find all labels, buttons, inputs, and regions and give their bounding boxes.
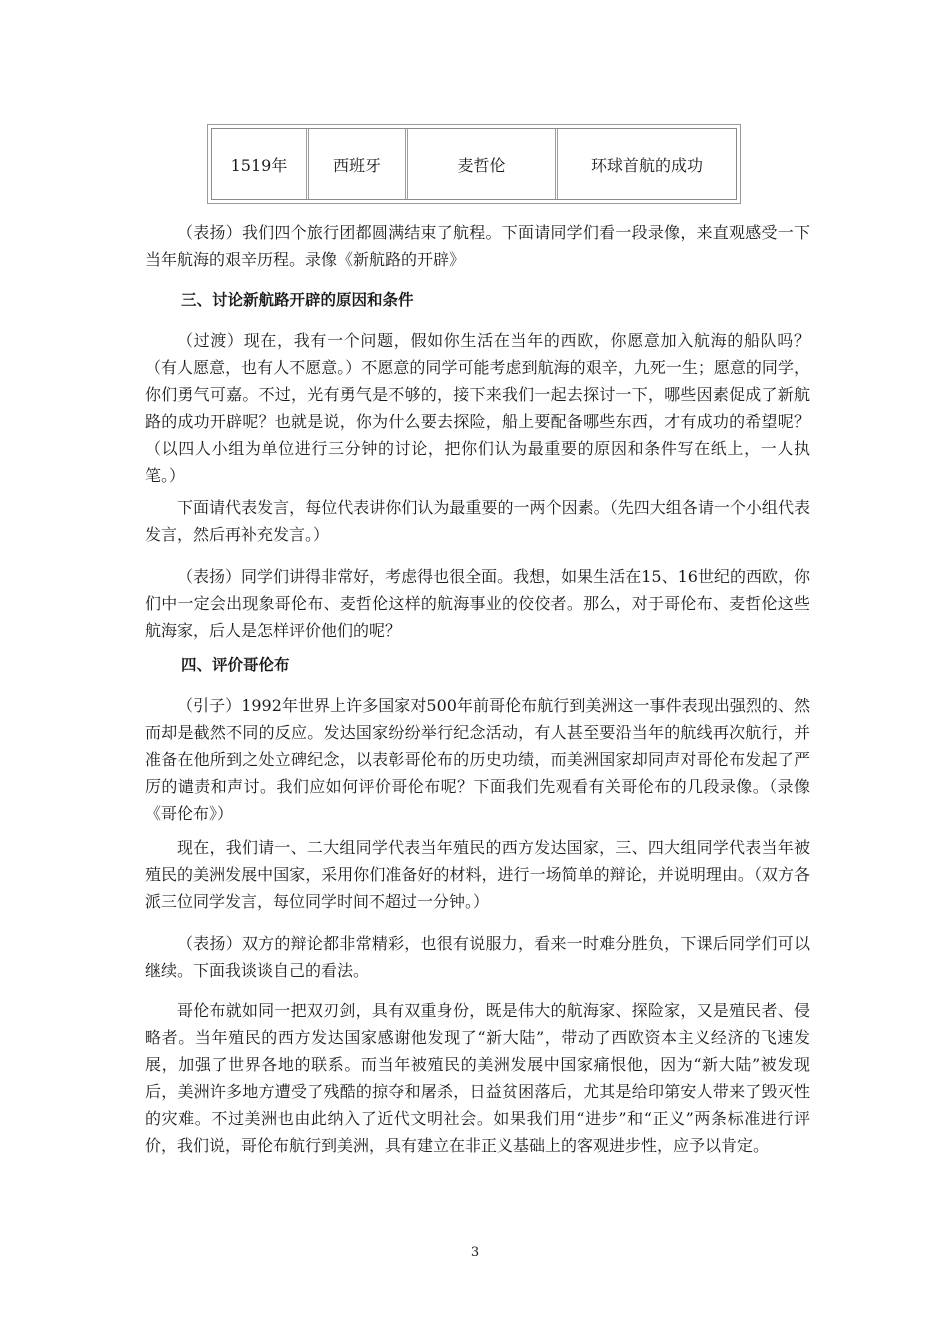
table-cell-country: 西班牙 [309,129,408,199]
paragraph-praise-video: （表扬）我们四个旅行团都圆满结束了航程。下面请同学们看一段录像，来直观感受一下当年航海的艰辛历程。录像《新航路的开辟》 [145,223,810,269]
page-number: 3 [470,1245,480,1260]
paragraph-evaluation: 哥伦布就如同一把双刃剑，具有双重身份，既是伟大的航海家、探险家，又是殖民者、侵略者。当年殖民的西方发达国家感谢他发现了“新大陆”，带动了西欧资本主义经济的飞速发展，加强了世界各地的联系。而当年被殖民的美洲发展中国家痛恨他，因为“新大陆”被发现后，美洲许多地方遭受了残酷的掠夺和屠杀，日益贫困落后，尤其是给印第安人带来了毁灭性的灾难。不过美洲也由此纳入了近代文明社会。如果我们用“进步”和“正义”两条标准进行评价，我们说，哥伦布航行到美洲，具有建立在非正义基础上的客观进步性，应予以肯定。 [145,1001,810,1155]
paragraph-representatives: 下面请代表发言，每位代表讲你们认为最重要的一两个因素。（先四大组各请一个小组代表发言，然后再补充发言。） [145,498,810,544]
paragraph-praise-debate: （表扬）双方的辩论都非常精彩，也很有说服力，看来一时难分胜负，下课后同学们可以继续。下面我谈谈自己的看法。 [145,934,810,980]
section-heading-four: 四、评价哥伦布 [181,655,290,674]
table-row [211,128,737,200]
section-heading-three: 三、讨论新航路开辟的原因和条件 [181,290,414,309]
voyage-table [207,124,741,204]
paragraph-debate: 现在，我们请一、二大组同学代表当年殖民的西方发达国家，三、四大组同学代表当年被殖民的美洲发展中国家，采用你们准备好的材料，进行一场简单的辩论，并说明理由。（双方各派三位同学发言，每位同学时间不超过一分钟。） [145,838,810,911]
table-cell-achievement: 环球首航的成功 [590,155,703,175]
paragraph-transition: （过渡）现在，我有一个问题，假如你生活在当年的西欧，你愿意加入航海的船队吗？（有人愿意，也有人不愿意。）不愿意的同学可能考虑到航海的艰辛，九死一生；愿意的同学，你们勇气可嘉。不过，光有勇气是不够的，接下来我们一起去探讨一下，哪些因素促成了新航路的成功开辟呢？也就是说，你为什么要去探险，船上要配备哪些东西，才有成功的希望呢？（以四人小组为单位进行三分钟的讨论，把你们认为最重要的原因和条件写在纸上，一人执笔。） [145,331,810,485]
paragraph-introduction: （引子）1992年世界上许多国家对500年前哥伦布航行到美洲这一事件表现出强烈的、然而却是截然不同的反应。发达国家纷纷举行纪念活动，有人甚至要沿当年的航线再次航行，并准备在他所到之处立碑纪念，以表彰哥伦布的历史功绩，而美洲国家却同声对哥伦布发起了严厉的谴责和声讨。我们应如何评价哥伦布呢？下面我们先观看有关哥伦布的几段录像。（录像《哥伦布》） [145,696,810,823]
table-cell-year: 1519年 [212,129,309,199]
paragraph-praise-discussion: （表扬）同学们讲得非常好，考虑得也很全面。我想，如果生活在15、16世纪的西欧，你们中一定会出现象哥伦布、麦哲伦这样的航海事业的佼佼者。那么，对于哥伦布、麦哲伦这些航海家，后人是怎样评价他们的呢？ [145,567,810,640]
table-cell-navigator: 麦哲伦 [408,129,558,199]
